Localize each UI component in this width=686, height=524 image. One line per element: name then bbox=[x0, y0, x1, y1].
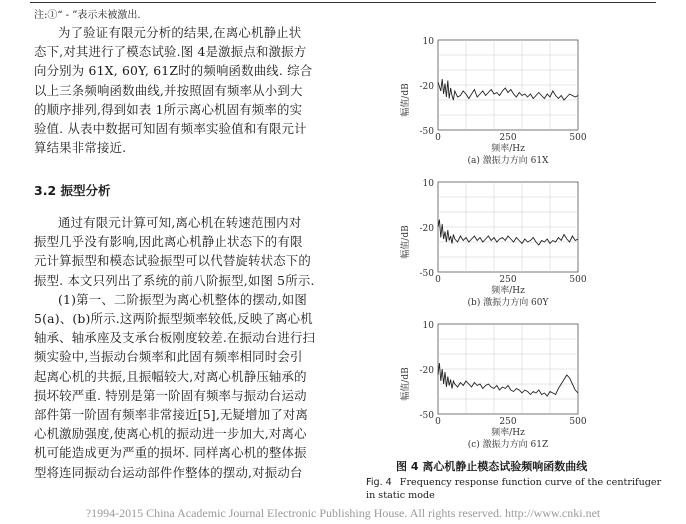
chart-title: (b) 激振力方向 60Y bbox=[467, 298, 549, 308]
text-line: 损坏较严重. 特别是第一阶固有频率与振动台运动 bbox=[34, 387, 307, 403]
grid bbox=[438, 182, 578, 272]
y-tick-label: 10 bbox=[422, 179, 434, 189]
text-line: 为了验证有限元分析的结果,在离心机静止状 bbox=[58, 25, 302, 40]
text-line: 部件第一阶固有频率非常接近[5],无疑增加了对离 bbox=[34, 407, 309, 423]
paragraph-mode-shape bbox=[34, 213, 326, 482]
frf-plot-60y bbox=[388, 172, 638, 312]
text-line: 的顺序排列,得到如表 1所示离心机固有频率的实 bbox=[34, 101, 303, 117]
frf-series-line-60y bbox=[438, 220, 578, 246]
y-tick-label: -50 bbox=[419, 269, 434, 279]
section-heading: 3.2 振型分析 bbox=[34, 183, 111, 198]
top-rule bbox=[30, 2, 656, 3]
grid bbox=[438, 40, 578, 130]
x-tick-label: 250 bbox=[499, 417, 517, 427]
frf-chart-svg bbox=[388, 172, 638, 312]
frf-series-line-61z bbox=[438, 363, 578, 396]
y-axis-label: 幅值/dB bbox=[401, 367, 411, 401]
x-tick-label: 0 bbox=[435, 133, 441, 143]
text-line: 算结果非常接近. bbox=[34, 140, 127, 156]
y-tick-label: -50 bbox=[419, 127, 434, 137]
figure-caption-cn: 图 4 离心机静止模态试验频响函数曲线 bbox=[396, 460, 588, 473]
x-tick-label: 0 bbox=[435, 275, 441, 285]
text-line: 5(a)、(b)所示.这两阶振型频率较低,反映了离心机 bbox=[34, 311, 313, 327]
chart-title: (c) 激振力方向 61Z bbox=[467, 440, 549, 450]
figure-caption-en bbox=[366, 476, 666, 502]
table-footnote: 注:①“ - ”表示未被激出. bbox=[34, 10, 141, 21]
x-axis-label: 频率/Hz bbox=[491, 286, 525, 296]
frf-chart-svg bbox=[388, 30, 638, 170]
text-line: 以上三条频响函数曲线,并按照固有频率从小到大 bbox=[34, 82, 303, 98]
text-line: 振型几乎没有影响,因此离心机静止状态下的有限 bbox=[34, 234, 303, 250]
text-line: 通过有限元计算可知,离心机在转速范围内对 bbox=[58, 215, 302, 230]
y-tick-label: -20 bbox=[419, 224, 434, 234]
text-line: 态下,对其进行了模态试验.图 4是激振点和激振方 bbox=[34, 44, 307, 60]
frf-chart-svg bbox=[388, 314, 638, 454]
text-line: (1)第一、二阶振型为离心机整体的摆动,如图 bbox=[58, 291, 307, 307]
frf-series-line-61x bbox=[438, 79, 578, 100]
x-tick-label: 500 bbox=[569, 275, 587, 285]
x-tick-label: 250 bbox=[499, 275, 517, 285]
x-tick-label: 500 bbox=[569, 133, 587, 143]
chart-title: (a) 激振力方向 61X bbox=[467, 156, 549, 166]
x-axis-label: 频率/Hz bbox=[491, 428, 525, 438]
frf-plot-61x bbox=[388, 30, 638, 170]
y-tick-label: 10 bbox=[422, 37, 434, 47]
text-line: 向分别为 61X, 60Y, 61Z时的频响函数曲线. 综合 bbox=[34, 63, 313, 79]
x-axis-label: 频率/Hz bbox=[491, 144, 525, 154]
x-tick-label: 500 bbox=[569, 417, 587, 427]
frf-plot-61z bbox=[388, 314, 638, 454]
text-line: 型将连同振动台运动部件作整体的摆动,对振动台 bbox=[34, 464, 303, 480]
figure-caption-en-text: Frequency response function curve of the centrifuger in static mode bbox=[366, 477, 662, 501]
y-tick-label: -20 bbox=[419, 366, 434, 376]
y-tick-label: 10 bbox=[422, 321, 434, 331]
text-line: 振型. 本文只列出了系统的前八阶振型,如图 5所示. bbox=[34, 272, 315, 288]
text-line: 频实验中,当振动台频率和此固有频率相同时会引 bbox=[34, 349, 303, 365]
x-tick-label: 250 bbox=[499, 133, 517, 143]
text-line: 元计算振型和模态试验振型可以代替旋转状态下的 bbox=[34, 253, 311, 269]
y-tick-label: -50 bbox=[419, 411, 434, 421]
y-axis-label: 幅值/dB bbox=[401, 83, 411, 117]
text-line: 轴承、轴承座及支承台板刚度较差.在振动台进行扫 bbox=[34, 330, 316, 346]
y-tick-label: -20 bbox=[419, 82, 434, 92]
text-line: 起离心机的共振,且振幅较大,对离心机静压轴承的 bbox=[34, 368, 307, 384]
paragraph-modal-test bbox=[34, 23, 326, 157]
copyright-watermark: ?1994-2015 China Academic Journal Electronic Publishing House. All rights reserved. http://www.cnki.net bbox=[85, 506, 601, 520]
y-axis-label: 幅值/dB bbox=[401, 225, 411, 259]
grid bbox=[438, 324, 578, 414]
text-line: 验值. 从表中数据可知固有频率实验值和有限元计 bbox=[34, 121, 307, 137]
text-line: 机可能造成更为严重的损坏. 同样离心机的整体振 bbox=[34, 445, 307, 461]
figure-label-en: Fig. 4 bbox=[366, 477, 392, 488]
text-line: 心机激励强度,使离心机的振动进一步加大,对离心 bbox=[34, 426, 307, 442]
x-tick-label: 0 bbox=[435, 417, 441, 427]
